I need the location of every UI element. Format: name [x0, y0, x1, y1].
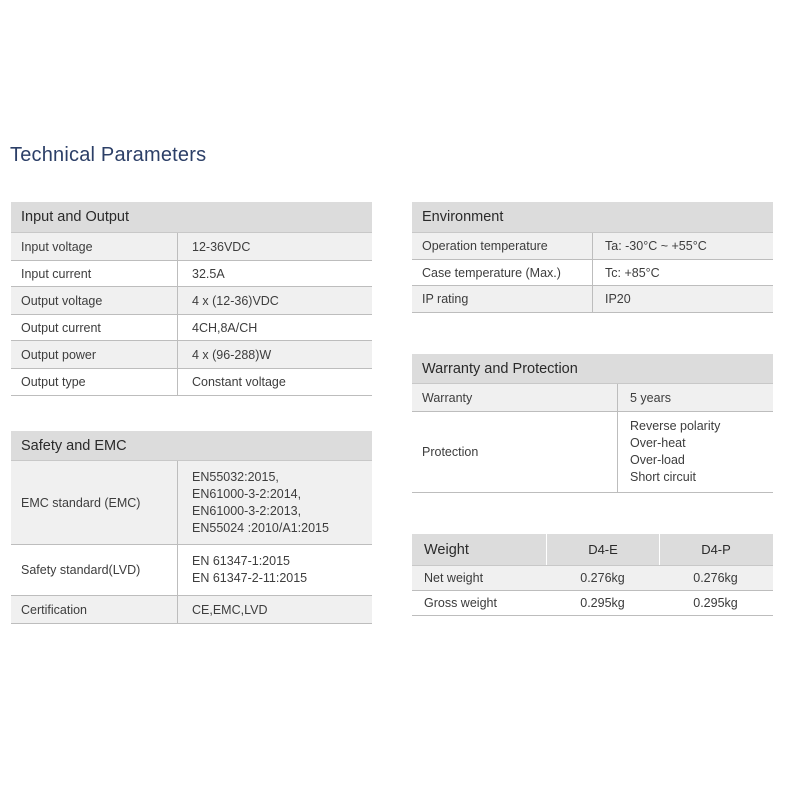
- row-value: 0.276kg: [693, 571, 738, 585]
- protection-values: [617, 412, 773, 492]
- safety-standard-values: [177, 545, 372, 595]
- value-line: EN61000-3-2:2013,: [192, 503, 302, 518]
- environment-header: Environment: [412, 202, 773, 233]
- row-value: 0.276kg: [580, 571, 625, 585]
- table-row: [11, 369, 372, 396]
- row-value: 4 x (96-288)W: [177, 341, 372, 368]
- warranty-protection-header: Warranty and Protection: [412, 354, 773, 384]
- row-label: Output voltage: [21, 293, 103, 308]
- table-row: [11, 461, 372, 545]
- row-value: Tc: +85°C: [592, 260, 773, 285]
- row-label: Output current: [21, 320, 101, 335]
- row-value: 32.5A: [177, 261, 372, 286]
- emc-standard-values: [177, 461, 372, 544]
- column-header-d4p: D4-P: [659, 534, 772, 565]
- table-row: [412, 384, 773, 412]
- value-line: Over-heat: [630, 436, 686, 450]
- weight-panel: [412, 534, 773, 616]
- safety-emc-panel: [11, 431, 372, 624]
- table-row: [11, 261, 372, 287]
- row-label: Warranty: [422, 390, 473, 405]
- row-label: Input current: [21, 266, 92, 281]
- table-row: [412, 286, 773, 313]
- input-output-header: Input and Output: [11, 202, 372, 233]
- row-label: Output type: [21, 375, 86, 389]
- row-value: 0.295kg: [693, 596, 738, 610]
- row-value: Ta: -30°C ~ +55°C: [592, 233, 773, 259]
- column-header-d4e: D4-E: [546, 534, 659, 565]
- value-line: EN55032:2015,: [192, 469, 279, 484]
- row-label: Net weight: [424, 571, 484, 585]
- table-row: [412, 566, 773, 591]
- warranty-protection-panel: [412, 354, 773, 493]
- value-line: Reverse polarity: [630, 419, 721, 433]
- table-row: [11, 341, 372, 369]
- value-line: EN55024 :2010/A1:2015: [192, 520, 329, 535]
- weight-header-row: [412, 534, 773, 566]
- row-value: 5 years: [617, 384, 773, 411]
- row-label: Certification: [21, 602, 87, 617]
- table-row: [11, 233, 372, 261]
- row-value: 0.295kg: [580, 596, 625, 610]
- table-row: [412, 260, 773, 286]
- row-label: Safety standard(LVD): [21, 563, 141, 577]
- value-line: Short circuit: [630, 470, 696, 484]
- row-label: Input voltage: [21, 239, 93, 254]
- row-value: 4 x (12-36)VDC: [177, 287, 372, 314]
- row-value: Constant voltage: [177, 369, 372, 395]
- row-value: CE,EMC,LVD: [177, 596, 372, 623]
- row-value: 12-36VDC: [177, 233, 372, 260]
- table-row: [412, 233, 773, 260]
- table-row: [11, 545, 372, 596]
- row-label: Protection: [422, 445, 479, 459]
- environment-panel: [412, 202, 773, 313]
- table-row: [412, 412, 773, 493]
- row-label: Output power: [21, 347, 97, 362]
- row-value: 4CH,8A/CH: [177, 315, 372, 340]
- row-label: EMC standard (EMC): [21, 495, 141, 510]
- table-row: [11, 596, 372, 624]
- row-label: Case temperature (Max.): [422, 265, 561, 280]
- row-label: Gross weight: [424, 596, 497, 610]
- row-value: IP20: [592, 286, 773, 312]
- weight-header: Weight: [424, 542, 469, 558]
- row-label: Operation temperature: [422, 239, 548, 253]
- value-line: EN 61347-2-11:2015: [192, 571, 308, 585]
- value-line: EN61000-3-2:2014,: [192, 486, 302, 501]
- table-row: [11, 315, 372, 341]
- input-output-panel: [11, 202, 372, 396]
- page-title: Technical Parameters: [10, 144, 207, 166]
- value-line: Over-load: [630, 453, 685, 467]
- table-row: [412, 591, 773, 616]
- value-line: EN 61347-1:2015: [192, 554, 290, 568]
- row-label: IP rating: [422, 292, 469, 306]
- safety-emc-header: Safety and EMC: [11, 431, 372, 461]
- table-row: [11, 287, 372, 315]
